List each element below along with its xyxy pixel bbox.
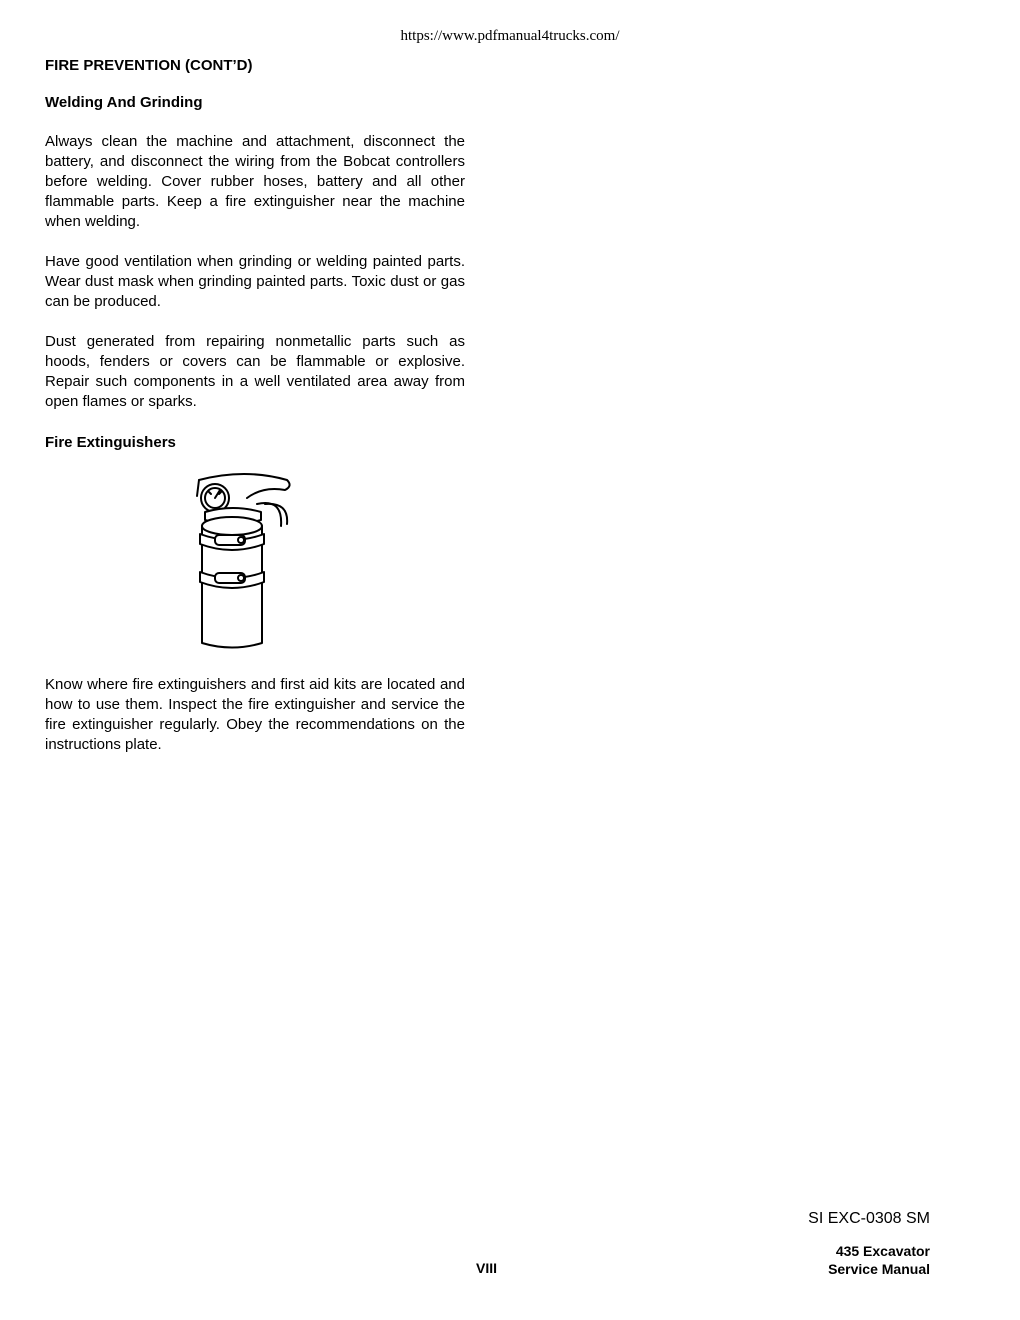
footer-manual: Service Manual [828, 1261, 930, 1277]
welding-heading: Welding And Grinding [45, 94, 203, 111]
extinguishers-heading: Fire Extinguishers [45, 434, 176, 451]
page-number: VIII [476, 1260, 498, 1276]
welding-paragraph-1: Always clean the machine and attachment, disconnect the battery, and disconnect the wiring from the Bobcat controllers before welding. Cover rubber hoses, battery and all other flammable parts. Keep a fire extinguisher near the machine when welding. [45, 133, 465, 230]
footer-model: 435 Excavator [835, 1243, 930, 1259]
section-title: FIRE PREVENTION (CONT’D) [45, 57, 253, 74]
fire-extinguisher-icon [185, 468, 305, 654]
source-url: https://www.pdfmanual4trucks.com/ [400, 28, 620, 44]
welding-paragraph-2: Have good ventilation when grinding or welding painted parts. Wear dust mask when grinding painted parts. Toxic dust or gas can be produced. [45, 253, 465, 310]
welding-paragraph-3: Dust generated from repairing nonmetallic parts such as hoods, fenders or covers can be flammable or explosive. Repair such components in a well ventilated area away from open flames or sparks. [45, 333, 465, 410]
footer-title [828, 1242, 930, 1278]
document-code: SI EXC-0308 SM [808, 1210, 930, 1227]
extinguishers-paragraph-1: Know where fire extinguishers and first aid kits are located and how to use them. Inspect the fire extinguisher and service the fire extinguisher regularly. Obey the recommendations on the instructions plate. [45, 676, 465, 753]
